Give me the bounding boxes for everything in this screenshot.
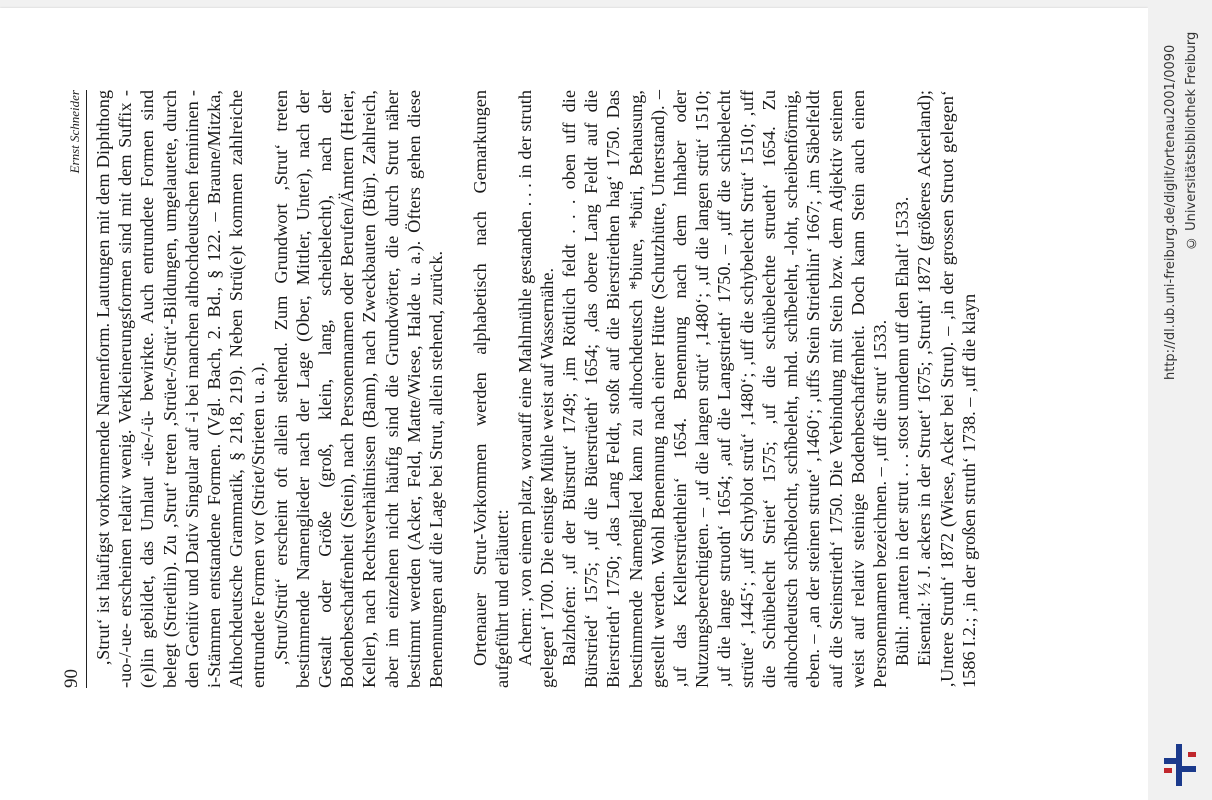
entry-buehl: Bühl: ‚matten in der strut . . . stost unndenn uff den Ehalt‘ 1533. [892, 196, 913, 666]
viewer-sidebar [1148, 0, 1212, 800]
paragraph-ortenau-intro: Ortenauer Strut-Vorkommen werden alphabetisch nach Gemarkungen aufgeführt und erläutert: [470, 90, 513, 688]
library-logo-icon [1162, 744, 1202, 786]
copyright-notice: © Universitätsbibliothek Freiburg [1184, 31, 1199, 250]
page-content [0, 8, 1148, 800]
source-url-link[interactable]: http://dl.ub.uni-freiburg.de/diglit/ortenau2001/0090 [1163, 44, 1178, 380]
body-text [92, 90, 980, 688]
page-header [60, 90, 87, 688]
scanned-page [0, 8, 1148, 800]
running-head-author: Ernst Schneider [67, 90, 82, 174]
paragraph-strut-compounds: ‚Strut/Strüt‘ erscheint oft allein stehend. Zum Grundwort ‚Strut‘ treten bestimmende Namenglieder nach der Lage (Ober, Mittler, Unter), nach der Gestalt oder Größe (groß, klein, lang, scheibelecht), nach der Bodenbeschaffenheit (Stein), nach Personennamen oder Berufen/Ämtern (Heier, Keller), nach Rechtsverhältnissen (Bann), nach Zweckbauten (Bür). Zahlreich, aber im einzelnen nicht häufig sind die Grundwörter, die durch Strut näher bestimmt werden (Acker, Feld, Matte/Wiese, Halde u. a.). Öfters gehen diese Benennungen auf die Lage bei Strut, allein stehend, zurück. [270, 90, 447, 688]
paragraph-strut-forms: ‚Strut‘ ist häufigst vorkommende Namenform. Lautungen mit dem Diphthong -uo-/-ue- erscheinen relativ wenig. Verkleinerungsformen sind mit dem Suffix -(e)lin gebildet, das Umlaut -üe-/-ü- bewirkte. Auch entrundete Formen sind belegt (Strietlin). Zu ‚Strut‘ treten ‚Strüet-/Strüt‘-Bildungen, umgelautete, durch den Genitiv und Dativ Singular auf -i bei manchen althochdeutschen femininen -i-Stämmen entstandene Formen. (Vgl. Bach, 2. Bd., § 122. – Braune/Mitzka, Althochdeutsche Grammatik, § 218, 219). Neben Strü(e)t kommen zahlreiche entrundete Formen vor (Striet/Strieten u. a.). [93, 90, 269, 688]
entry-balzhofen: Balzhofen: ‚uf der Bürstrut‘ 1749; ‚im Röttlich feldt . . . oben uff die Bürstried‘ 1575; ‚uf die Büerstrüeth‘ 1654; ‚das obere Lang Feldt auf die Bierstrieth‘ 1750; ‚das Lang Feldt, stoßt auf die Bierstriethen hag‘ 1750. Das bestimmende Namenglied kann zu althochdeutsch *biure, *büri, Behausung, gestellt werden. Wohl Benennung nach einer Hütte (Schutzhütte, Unterstand). – ‚uf das Kellerstrüethlein‘ 1654. Benennung nach dem Inhaber oder Nutzungsberechtigten. – ‚uf die langen strüt‘ ‚1480‘; ‚uf die langen strüt‘ 1510; ‚uf die lange struoth‘ 1654; ‚auf die Langstrieth‘ 1750. – ‚uff die schibelecht strüte‘ ‚1445‘; ‚uff Schyblot strůt‘ ‚1480‘; ‚uff die schybelecht Strüt‘ 1510; ‚uff die Schübelecht Striet‘ 1575; ‚uf die schübelechte strueth‘ 1654. Zu althochdeutsch schîbelocht, schîbeleht, mhd. schîbeleht, -loht, scheibenförmig, eben. – ‚an der steinen strute‘ ‚1460‘; ‚uffs Stein Striethlin‘ 1667; ‚im Säbelfeldt auf die Steinstrieth‘ 1750. Die Verbindung mit Stein bzw. dem Adjektiv steinen weist auf relativ steinige Bodenbeschaffenheit. Doch kann Stein auch einen Personennamen bezeichnen. – ‚uff die strut‘ 1533. [559, 90, 890, 688]
page-number: 90 [61, 669, 82, 688]
entry-eisental: Eisental: ½ J. ackers in der Struet‘ 1675; ‚Struth‘ 1872 (größeres Ackerland); ‚Untere Struth‘ 1872 (Wiese, Acker bei Strut). – ‚in der grossen Struot gelegen‘ 1586 I.2.; ‚in der großen struth‘ 1738. – ‚uff die klayn [914, 90, 979, 688]
entry-achern: Achern: ‚von einem platz, worauff eine Mahlmühle gestanden . . . in der struth gelegen‘ 1700. Die einstige Mühle weist auf Wassernähe. [514, 90, 557, 688]
